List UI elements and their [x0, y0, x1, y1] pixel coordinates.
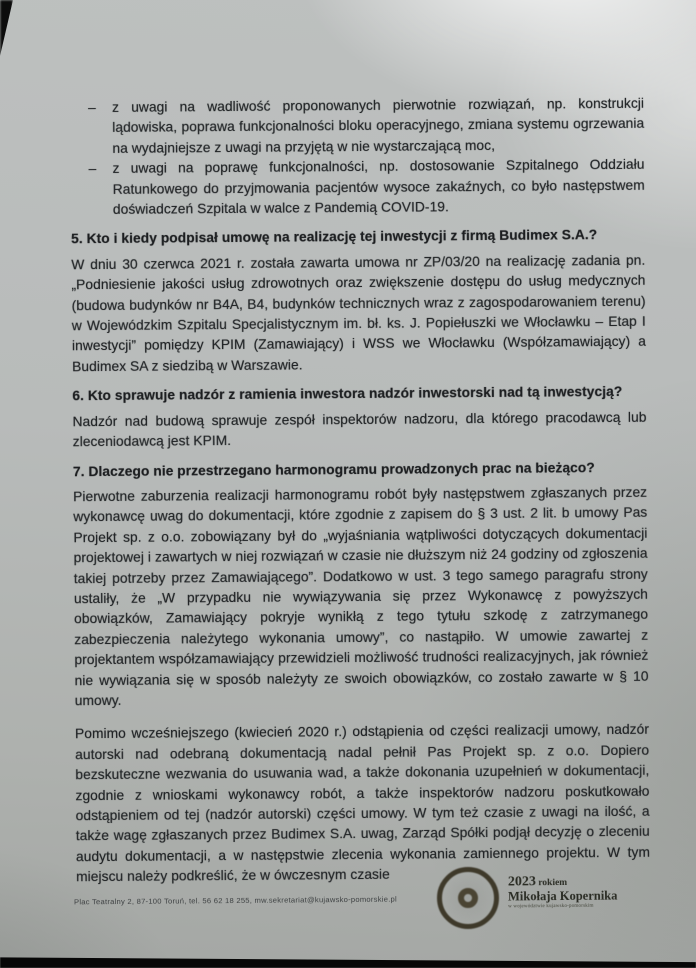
question-heading-6: 6. Kto sprawuje nadzór z ramienia inwestora nadzór inwestorski nad tą inwestycją? [72, 384, 623, 404]
bullet-item [88, 155, 644, 221]
logo-subtitle: w województwie kujawsko-pomorskim [508, 904, 594, 910]
bullet-text: z uwagi na wadliwość proponowanych pierwotnie rozwiązań, np. konstrukcji lądowiska, poprawa funkcjonalności bloku operacyjnego, zmiana systemu ogrzewania na wydajniejsze z uwagi na przyjętą w nie wystarczającą moc, [112, 95, 645, 156]
answer-paragraph: Pomimo wcześniejszego (kwiecień 2020 r.) odstąpienia od części realizacji umowy, nadzór autorski nad odebraną dokumentacją nadal pełnił Pas Projekt sp. z o.o. Dopiero bezskuteczne wezwania do usuwania wad, a także dokonania uzupełnień w dokumentacji, zgodnie z wnioskami wykonawcy robót, a także inspektorów nadzoru poskutkowało odstąpieniem od tej (nadzór autorski) części umowy. W tym też czasie z uwagi na ilość, a także wagę zgłaszanych przez Budimex S.A. uwag, Zarząd Spółki podjął decyzję o zleceniu audytu dokumentacji, a w następstwie zlecenia wykonania zamiennego projektu. W tym miejscu należy podkreślić, że w ówczesnym czasie [74, 722, 651, 885]
bullet-text: z uwagi na poprawę funkcjonalności, np. dostosowanie Szpitalnego Oddziału Ratunkowego do przyjmowania pacjentów wysoce zakaźnych, co było następstwem doświadczeń Szpitala w walce z Pandemią COVID-19. [112, 156, 645, 217]
bullet-dash-marker: – [88, 161, 97, 177]
seal-inner-ring-icon [458, 888, 478, 908]
copernicus-seal-icon [437, 867, 499, 929]
question-heading-5: 5. Kto i kiedy podpisał umowę na realizację tej inwestycji z firmą Budimex S.A.? [71, 227, 598, 247]
logo-year-suffix: rokiem [535, 877, 568, 889]
logo-year-line [508, 872, 618, 891]
question-heading-7: 7. Dlaczego nie przestrzegano harmonogramu prowadzonych prac na bieżąco? [72, 459, 595, 479]
footer-address: Plac Teatralny 2, 87-100 Toruń, tel. 56 62 18 255, mw.sekretariat@kujawsko-pomorskie.pl [73, 894, 398, 907]
bullet-list [88, 94, 645, 221]
logo-year: 2023 [507, 874, 536, 890]
answer-paragraph: W dniu 30 czerwca 2021 r. została zawarta umowa nr ZP/03/20 na realizację zadania pn. „Podniesienie jakości usług zdrowotnych oraz zwiększenie dostępu do usług medycznych (budowa budynków nr B4A, B4, budynków technicznych wraz z zagospodarowaniem terenu) w Wojewódzkim Szpitalu Specjalistycznym im. bł. ks. J. Popiełuszki we Włocławku – Etap I inwestycji” pomiędzy KPIM (Zamawiający) i WSS we Włocławku (Współzamawiający) a Budimex SA z siedzibą w Warszawie. [71, 252, 646, 375]
bullet-item [88, 94, 644, 160]
answer-paragraph: Nadzór nad budową sprawuje zespół inspektorów nadzoru, dla którego pracodawcą lub zleceniodawcą jest KPIM. [72, 409, 647, 450]
bullet-dash-marker: – [88, 100, 96, 116]
copernicus-logo-text [508, 872, 618, 911]
document-content [70, 94, 650, 895]
answer-paragraph: Pierwotne zaburzenia realizacji harmonogramu robót były następstwem zgłaszanych przez wykonawcę uwag do dokumentacji, które zgodnie z zapisem do § 3 ust. 2 lit. b umowy Pas Projekt sp. z o.o. zobowiązany był do „wyjaśniania wątpliwości dotyczących dokumentacji projektowej i zawartych w niej rozwiązań w czasie nie dłuższym niż 24 godziny od zgłoszenia takiej potrzeby przez Zamawiającego”. Dodatkowo w ust. 3 tego samego paragrafu strony ustaliły, że „W przypadku nie wywiązywania się przez Wykonawcę z powyższych obowiązków, Zamawiający pokryje wynikłą z tego tytułu szkodę z zatrzymanego zabezpieczenia należytego wykonania umowy”, co nastąpiło. W umowie zawartej z projektantem współzamawiający przewidzieli możliwość trudności realizacyjnych, jak również nie wywiązania się w sposób należyty ze swoich obowiązków, co zostało zawarte w § 10 umowy. [73, 484, 649, 709]
logo-name: Mikołaja Kopernika [507, 888, 618, 904]
